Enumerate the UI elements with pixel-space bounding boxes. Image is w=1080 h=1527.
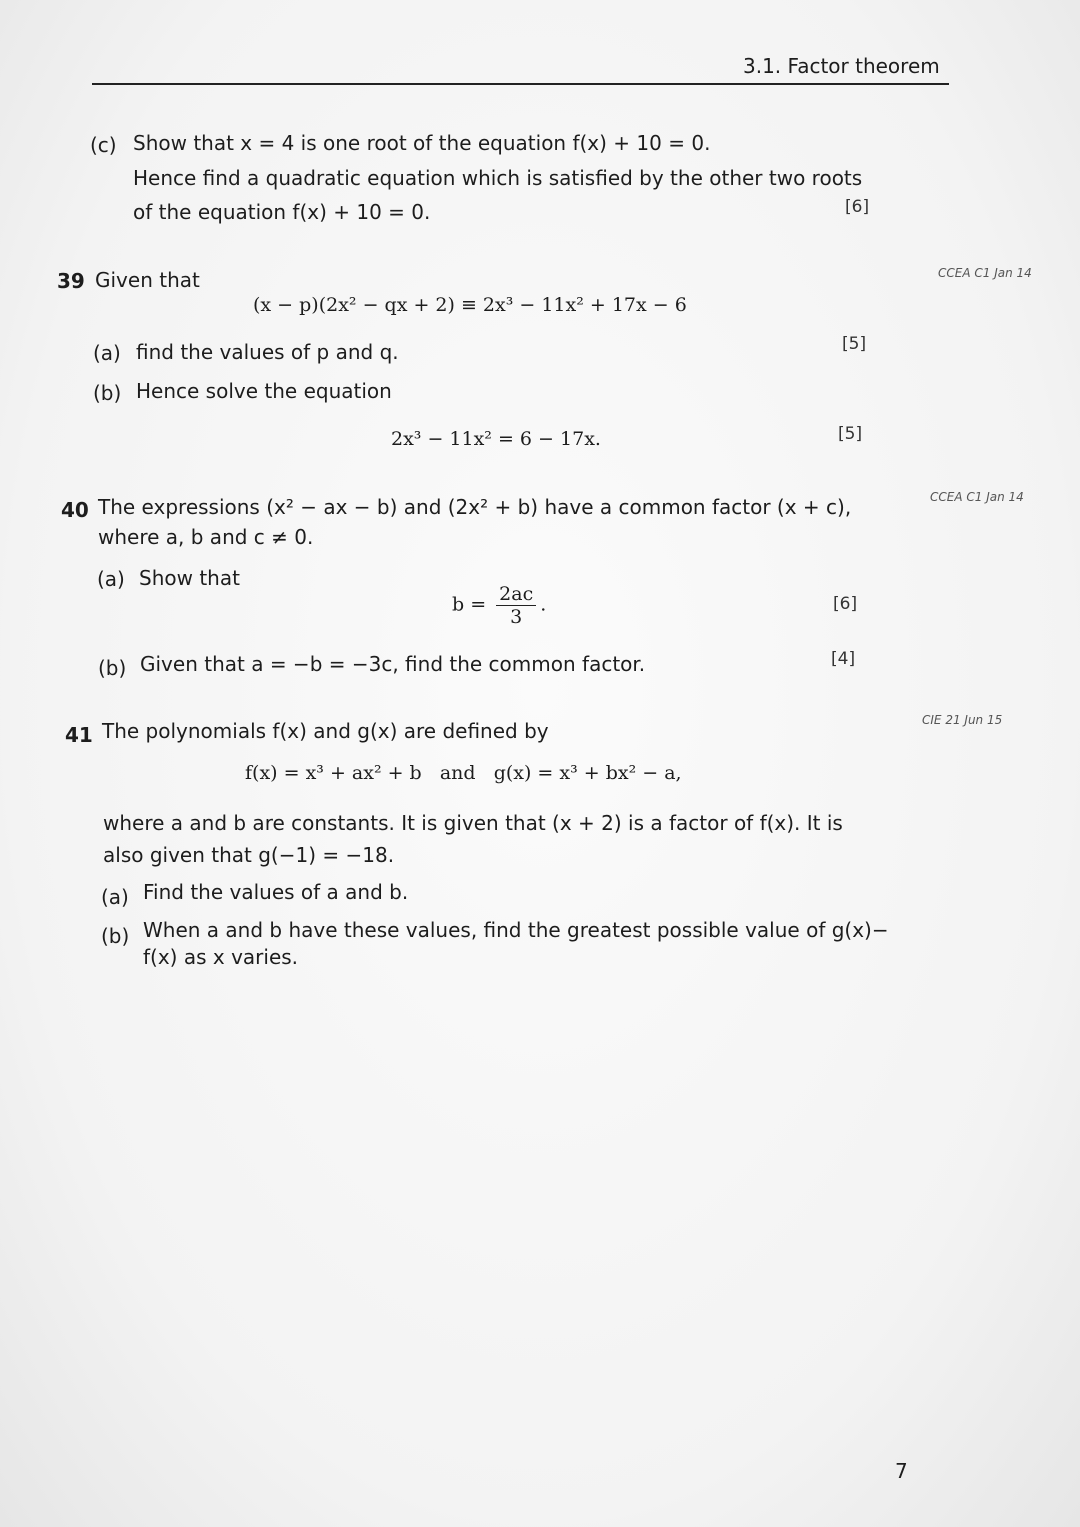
question-text: Hence find a quadratic equation which is satisfied by the other two roots (133, 166, 863, 190)
part-label: (c) (90, 133, 117, 157)
math-definition: f(x) = x³ + ax² + b and g(x) = x³ + bx² − a, (245, 762, 682, 784)
math-equation: 2x³ − 11x² = 6 − 17x. (391, 428, 601, 450)
fraction-numerator: 2ac (496, 583, 536, 606)
page-number: 7 (895, 1459, 908, 1483)
equation-lhs: b = (452, 593, 487, 616)
math-fraction-equation (452, 583, 546, 628)
section-header: 3.1. Factor theorem (743, 54, 940, 78)
fraction-denominator: 3 (510, 606, 523, 628)
question-text: When a and b have these values, find the greatest possible value of g(x)− (143, 918, 889, 942)
question-number: 39 (57, 269, 85, 293)
question-text: also given that g(−1) = −18. (103, 843, 395, 867)
question-number: 40 (61, 498, 89, 522)
marks: [6] (845, 197, 870, 217)
math-identity: (x − p)(2x² − qx + 2) ≡ 2x³ − 11x² + 17x − 6 (253, 294, 687, 316)
question-text: where a, b and c ≠ 0. (98, 525, 314, 549)
question-text: Given that (95, 268, 200, 292)
part-label: (b) (101, 924, 130, 948)
question-text: of the equation f(x) + 10 = 0. (133, 200, 431, 224)
header-rule (92, 83, 949, 85)
question-text: where a and b are constants. It is given that (x + 2) is a factor of f(x). It is (103, 811, 843, 835)
marks: [6] (833, 594, 858, 614)
question-number: 41 (65, 723, 93, 747)
question-text: The expressions (x² − ax − b) and (2x² + b) have a common factor (x + c), (98, 495, 852, 519)
question-text: Show that x = 4 is one root of the equation f(x) + 10 = 0. (133, 131, 711, 155)
part-label: (a) (97, 567, 125, 591)
marks: [5] (842, 334, 867, 354)
equation-end: . (540, 593, 547, 616)
question-text: Show that (139, 566, 240, 590)
source-label: CIE 21 Jun 15 (922, 713, 1003, 727)
marks: [4] (831, 649, 856, 669)
question-text: find the values of p and q. (136, 340, 399, 364)
part-label: (a) (101, 885, 129, 909)
question-text: Hence solve the equation (136, 379, 392, 403)
part-label: (a) (93, 341, 121, 365)
question-text: The polynomials f(x) and g(x) are defined by (102, 719, 549, 743)
part-label: (b) (93, 381, 122, 405)
part-label: (b) (98, 656, 127, 680)
source-label: CCEA C1 Jan 14 (938, 266, 1032, 280)
question-text: Find the values of a and b. (143, 880, 409, 904)
source-label: CCEA C1 Jan 14 (930, 490, 1024, 504)
question-text: f(x) as x varies. (143, 945, 299, 969)
question-text: Given that a = −b = −3c, find the common factor. (140, 652, 646, 676)
marks: [5] (838, 424, 863, 444)
